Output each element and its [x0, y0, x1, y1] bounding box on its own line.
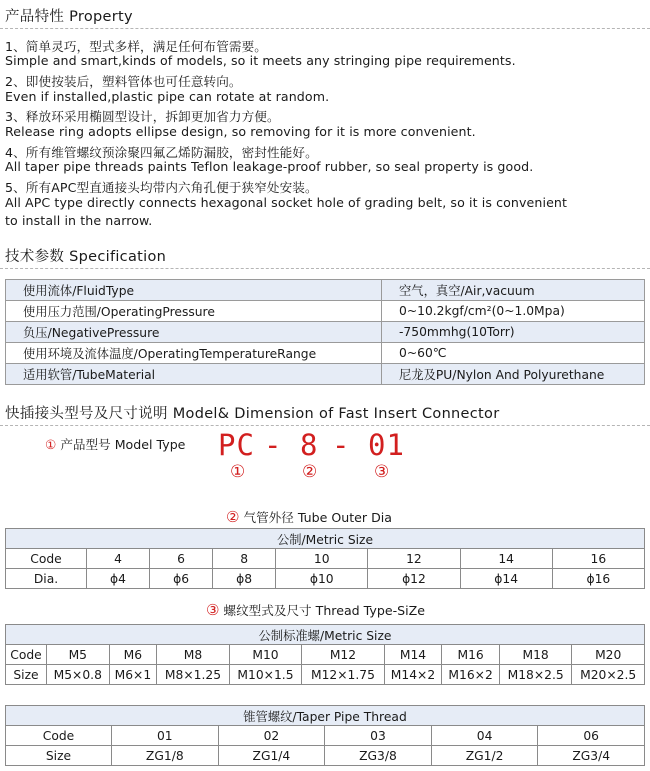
spec-label: 适用软管/TubeMaterial — [6, 364, 382, 385]
thread-caption-text: 螺纹型式及尺寸 Thread Type-SiZe — [223, 603, 426, 618]
tube-dia: ϕ16 — [552, 569, 644, 589]
spec-label: 使用环境及流体温度/OperatingTemperatureRange — [6, 343, 382, 364]
model-type-text: 产品型号 Model Type — [60, 437, 186, 452]
model-code-thread: 01 — [368, 428, 405, 462]
spec-label: 使用流体/FluidType — [6, 280, 382, 301]
property-line: to install in the narrow. — [5, 213, 153, 228]
taper-code: 02 — [218, 726, 325, 746]
taper-size: ZG1/8 — [112, 746, 219, 766]
tube-code: 10 — [276, 549, 368, 569]
tube-dia: ϕ8 — [213, 569, 276, 589]
property-line: 3、释放环采用椭圆型设计，拆卸更加省力方便。 — [5, 109, 280, 124]
taper-code: 01 — [112, 726, 219, 746]
thread-size: M8×1.25 — [157, 665, 230, 685]
tube-dia: ϕ10 — [276, 569, 368, 589]
table-row — [6, 706, 645, 726]
table-row — [6, 280, 645, 301]
taper-code: 03 — [325, 726, 432, 746]
tube-code: 14 — [460, 549, 552, 569]
property-line: All APC type directly connects hexagonal socket hole of grading belt, so it is convenient — [5, 195, 568, 210]
spec-value: -750mmhg(10Torr) — [382, 322, 645, 343]
thread-code: M8 — [157, 645, 230, 665]
table-row — [6, 645, 645, 665]
thread-size: M16×2 — [442, 665, 500, 685]
thread-code: M20 — [572, 645, 645, 665]
thread-table — [5, 624, 645, 685]
section-divider — [0, 268, 650, 269]
tube-dia: ϕ14 — [460, 569, 552, 589]
code-index-2: ② — [302, 462, 318, 482]
section-divider — [0, 28, 650, 29]
taper-size: ZG1/2 — [431, 746, 538, 766]
spec-value: 0~10.2kgf/cm²(0~1.0Mpa) — [382, 301, 645, 322]
table-row — [6, 301, 645, 322]
model-title: 快插接头型号及尺寸说明 Model& Dimension of Fast Insert Connector — [5, 406, 500, 422]
spec-value: 0~60℃ — [382, 343, 645, 364]
property-line: Simple and smart,kinds of models, so it meets any stringing pipe requirements. — [5, 53, 516, 68]
table-row — [6, 569, 645, 589]
tube-header: 公制/Metric Size — [6, 529, 645, 549]
property-title: 产品特性 Property — [5, 9, 133, 25]
property-line: 2、即使按装后，塑料管体也可任意转向。 — [5, 74, 242, 89]
tube-code: 4 — [87, 549, 150, 569]
model-code-dash: - — [332, 428, 351, 462]
taper-code: 04 — [431, 726, 538, 746]
table-row — [6, 665, 645, 685]
property-line: 1、简单灵巧，型式多样，满足任何布管需要。 — [5, 39, 267, 54]
thread-caption — [206, 600, 425, 619]
table-row — [6, 625, 645, 645]
taper-table — [5, 705, 645, 766]
model-code-prefix: PC — [218, 428, 255, 462]
thread-code: M12 — [302, 645, 384, 665]
table-row — [6, 364, 645, 385]
thread-size: M12×1.75 — [302, 665, 384, 685]
thread-code: M6 — [109, 645, 157, 665]
thread-size: M10×1.5 — [229, 665, 302, 685]
taper-header: 锥管螺纹/Taper Pipe Thread — [6, 706, 645, 726]
table-row — [6, 726, 645, 746]
thread-header: 公制标准螺/Metric Size — [6, 625, 645, 645]
spec-value: 空气，真空/Air,vacuum — [382, 280, 645, 301]
tube-caption — [226, 507, 392, 526]
property-line: All taper pipe threads paints Teflon leakage-proof rubber, so seal property is good. — [5, 159, 534, 174]
table-row — [6, 322, 645, 343]
tube-code: 8 — [213, 549, 276, 569]
thread-code: M14 — [384, 645, 442, 665]
tube-dia: ϕ12 — [368, 569, 460, 589]
spec-label: 负压/NegativePressure — [6, 322, 382, 343]
property-line: Release ring adopts ellipse design, so removing for it is more convenient. — [5, 124, 476, 139]
thread-size: M5×0.8 — [47, 665, 110, 685]
code-index-1: ① — [230, 462, 246, 482]
tube-code: 12 — [368, 549, 460, 569]
specification-title: 技术参数 Specification — [5, 249, 167, 265]
code-index-3: ③ — [374, 462, 390, 482]
taper-code: 06 — [538, 726, 645, 746]
row-label: Size — [6, 746, 112, 766]
row-label: Size — [6, 665, 47, 685]
model-code-dash: - — [264, 428, 283, 462]
property-line: 5、所有APC型直通接头均带内六角孔便于狭窄处安装。 — [5, 180, 318, 195]
thread-code: M5 — [47, 645, 110, 665]
taper-size: ZG3/4 — [538, 746, 645, 766]
thread-size: M14×2 — [384, 665, 442, 685]
marker-2: ② — [226, 508, 240, 526]
section-divider — [0, 425, 650, 426]
spec-label: 使用压力范围/OperatingPressure — [6, 301, 382, 322]
row-label: Code — [6, 645, 47, 665]
tube-code: 6 — [150, 549, 213, 569]
tube-caption-text: 气管外径 Tube Outer Dia — [243, 510, 393, 525]
table-row — [6, 343, 645, 364]
thread-code: M18 — [499, 645, 572, 665]
row-label: Dia. — [6, 569, 87, 589]
property-line: 4、所有维管螺纹预涂聚四氟乙烯防漏胶，密封性能好。 — [5, 145, 318, 160]
tube-code: 16 — [552, 549, 644, 569]
spec-value: 尼龙及PU/Nylon And Polyurethane — [382, 364, 645, 385]
tube-dia: ϕ6 — [150, 569, 213, 589]
thread-code: M16 — [442, 645, 500, 665]
taper-size: ZG1/4 — [218, 746, 325, 766]
marker-3: ③ — [206, 601, 220, 619]
table-row — [6, 529, 645, 549]
marker-1: ① — [45, 437, 57, 452]
model-type-label — [45, 434, 185, 453]
table-row — [6, 549, 645, 569]
model-code-size: 8 — [300, 428, 319, 462]
tube-table — [5, 528, 645, 589]
thread-size: M18×2.5 — [499, 665, 572, 685]
taper-size: ZG3/8 — [325, 746, 432, 766]
row-label: Code — [6, 549, 87, 569]
property-line: Even if installed,plastic pipe can rotate at random. — [5, 89, 330, 104]
specification-table — [5, 279, 645, 385]
thread-size: M20×2.5 — [572, 665, 645, 685]
thread-code: M10 — [229, 645, 302, 665]
thread-size: M6×1 — [109, 665, 157, 685]
tube-dia: ϕ4 — [87, 569, 150, 589]
table-row — [6, 746, 645, 766]
row-label: Code — [6, 726, 112, 746]
